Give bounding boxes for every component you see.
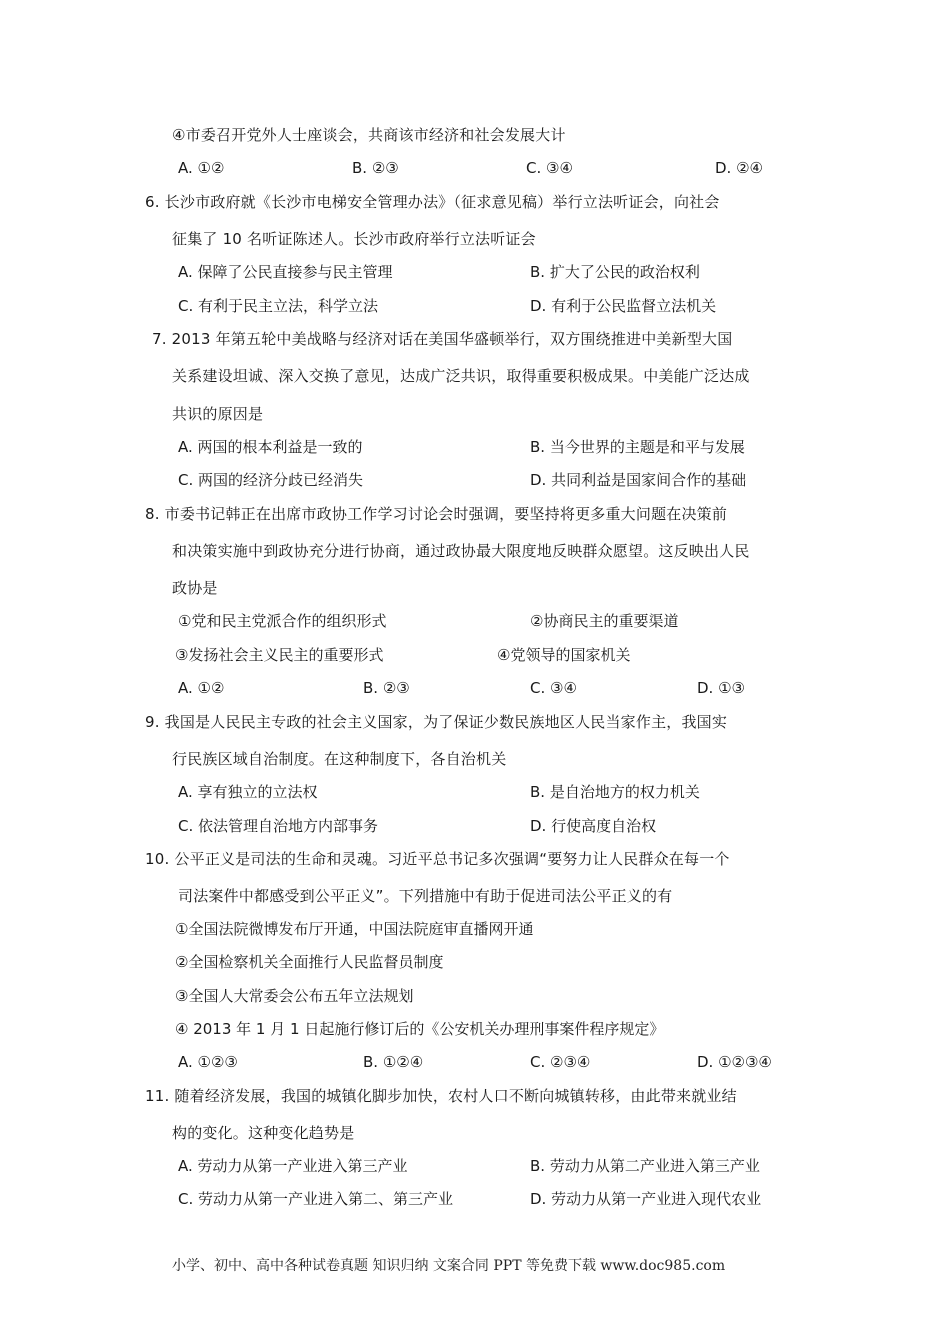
q10-item-3: ③全国人大常委会公布五年立法规划 <box>175 987 414 1005</box>
q9-option-d: D. 行使高度自治权 <box>530 817 657 835</box>
q10-stem-line2: 司法案件中都感受到公平正义”。下列措施中有助于促进司法公平正义的有 <box>178 887 673 905</box>
q7-stem-line3: 共识的原因是 <box>172 405 264 423</box>
q6-option-b: B. 扩大了公民的政治权利 <box>530 263 700 281</box>
q8-stem-line1: 8. 市委书记韩正在出席市政协工作学习讨论会时强调，要坚持将更多重大问题在决策前 <box>145 505 728 523</box>
q5-option-a: A. ①② <box>178 159 225 177</box>
q11-option-a: A. 劳动力从第一产业进入第三产业 <box>178 1157 408 1175</box>
q10-option-c: C. ②③④ <box>530 1053 591 1071</box>
q10-item-2: ②全国检察机关全面推行人民监督员制度 <box>175 953 444 971</box>
q9-option-b: B. 是自治地方的权力机关 <box>530 783 700 801</box>
q8-option-b: B. ②③ <box>363 679 410 697</box>
q10-option-b: B. ①②④ <box>363 1053 424 1071</box>
q10-item-4: ④ 2013 年 1 月 1 日起施行修订后的《公安机关办理刑事案件程序规定》 <box>175 1020 665 1038</box>
q6-stem-line2: 征集了 10 名听证陈述人。长沙市政府举行立法听证会 <box>172 230 536 248</box>
q7-option-b: B. 当今世界的主题是和平与发展 <box>530 438 745 456</box>
q8-stem-line2: 和决策实施中到政协充分进行协商，通过政协最大限度地反映群众愿望。这反映出人民 <box>172 542 750 560</box>
q8-stem-line3: 政协是 <box>172 579 218 597</box>
q6-option-c: C. 有利于民主立法，科学立法 <box>178 297 379 315</box>
q7-option-d: D. 共同利益是国家间合作的基础 <box>530 471 747 489</box>
q10-stem-line1: 10. 公平正义是司法的生命和灵魂。习近平总书记多次强调“要努力让人民群众在每一个 <box>145 850 730 868</box>
q10-option-a: A. ①②③ <box>178 1053 238 1071</box>
q5-option-d: D. ②④ <box>715 159 763 177</box>
q8-item-2: ②协商民主的重要渠道 <box>530 612 679 630</box>
q8-option-d: D. ①③ <box>697 679 745 697</box>
page-footer: 小学、初中、高中各种试卷真题 知识归纳 文案合同 PPT 等免费下载 www.doc985.com <box>172 1258 726 1274</box>
q11-option-b: B. 劳动力从第二产业进入第三产业 <box>530 1157 760 1175</box>
q5-item-4: ④市委召开党外人士座谈会，共商该市经济和社会发展大计 <box>172 126 566 144</box>
q10-option-d: D. ①②③④ <box>697 1053 772 1071</box>
q8-option-a: A. ①② <box>178 679 225 697</box>
q10-item-1: ①全国法院微博发布厅开通，中国法院庭审直播网开通 <box>175 920 534 938</box>
q7-stem-line1: 7. 2013 年第五轮中美战略与经济对话在美国华盛顿举行，双方围绕推进中美新型大国 <box>152 330 733 348</box>
q7-stem-line2: 关系建设坦诚、深入交换了意见，达成广泛共识，取得重要积极成果。中美能广泛达成 <box>172 367 750 385</box>
q5-option-b: B. ②③ <box>352 159 399 177</box>
q8-item-4: ④党领导的国家机关 <box>497 646 631 664</box>
q5-option-c: C. ③④ <box>526 159 573 177</box>
q9-stem-line1: 9. 我国是人民民主专政的社会主义国家，为了保证少数民族地区人民当家作主，我国实 <box>145 713 728 731</box>
q9-option-a: A. 享有独立的立法权 <box>178 783 318 801</box>
q11-option-d: D. 劳动力从第一产业进入现代农业 <box>530 1190 762 1208</box>
q7-option-a: A. 两国的根本利益是一致的 <box>178 438 363 456</box>
q7-option-c: C. 两国的经济分歧已经消失 <box>178 471 364 489</box>
q6-option-d: D. 有利于公民监督立法机关 <box>530 297 717 315</box>
q6-option-a: A. 保障了公民直接参与民主管理 <box>178 263 393 281</box>
q9-option-c: C. 依法管理自治地方内部事务 <box>178 817 379 835</box>
q8-item-1: ①党和民主党派合作的组织形式 <box>178 612 387 630</box>
q8-option-c: C. ③④ <box>530 679 577 697</box>
q11-stem-line1: 11. 随着经济发展，我国的城镇化脚步加快，农村人口不断向城镇转移，由此带来就业结 <box>145 1087 737 1105</box>
q9-stem-line2: 行民族区域自治制度。在这种制度下，各自治机关 <box>172 750 507 768</box>
q11-option-c: C. 劳动力从第一产业进入第二、第三产业 <box>178 1190 454 1208</box>
q11-stem-line2: 构的变化。这种变化趋势是 <box>172 1124 355 1142</box>
q8-item-3: ③发扬社会主义民主的重要形式 <box>175 646 384 664</box>
q6-stem-line1: 6. 长沙市政府就《长沙市电梯安全管理办法》（征求意见稿）举行立法听证会，向社会 <box>145 193 720 211</box>
